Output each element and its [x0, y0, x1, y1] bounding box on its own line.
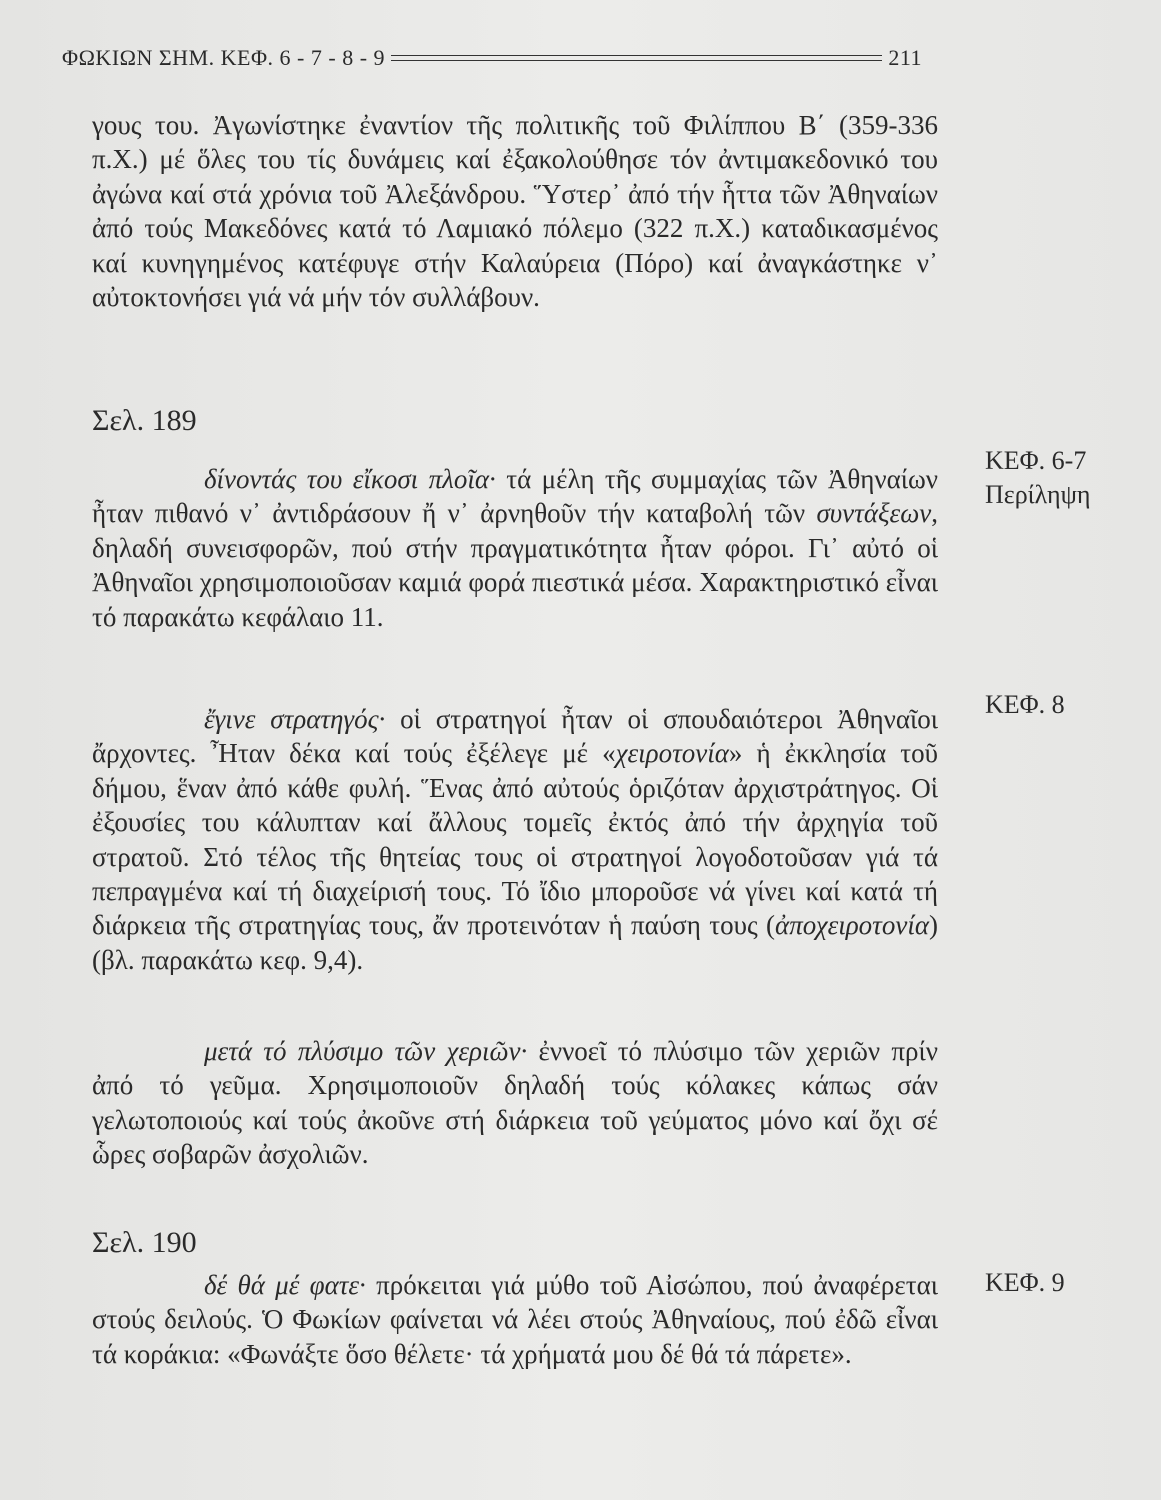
lemma: δίνοντάς του εἴκοσι πλοῖα· [204, 464, 496, 494]
margin-note-kef-8: ΚΕΦ. 8 [985, 690, 1065, 719]
margin-note-chapter: ΚΕΦ. 6-7 [985, 446, 1087, 475]
running-header [62, 38, 922, 78]
entry-text: οἱ στρατηγοί ἦταν οἱ σπουδαιότεροι Ἀθηναῖοι ἄρχοντες. Ἦταν δέκα καί τούς ἐξέλεγε μέ « [92, 704, 938, 769]
section-heading-189: Σελ. 189 [92, 404, 197, 437]
margin-note-kef-6-7 [985, 444, 1135, 512]
lemma: ἔγινε στρατηγός· [204, 704, 386, 734]
lemma: μετά τό πλύσιμο τῶν χεριῶν· [204, 1036, 528, 1066]
margin-note-kef-9: ΚΕΦ. 9 [985, 1268, 1065, 1297]
entry-italic-term: χειροτονία [615, 738, 729, 769]
intro-paragraph [92, 108, 938, 314]
entry-text: ) (βλ. παρακάτω κεφ. 9,4). [92, 910, 938, 975]
entry-italic-term: συντάξεων [816, 498, 932, 529]
entry-text: , δηλαδή συνεισφορῶν, πού στήν πραγματικότητα ἦταν φόροι. Γι᾽ αὐτό οἱ Ἀθηναῖοι χρησιμοποιοῦσαν καμιά φορά πιεστικά μέσα. Χαρακτηριστικό εἶναι τό παρακάτω κεφάλαιο 11. [92, 498, 938, 632]
page-number: 211 [888, 45, 922, 70]
entry-paragraph [92, 1034, 938, 1172]
entry-italic-term: ἀποχειροτονία [775, 910, 929, 941]
entry-paragraph [92, 1268, 938, 1371]
entry-text: τά μέλη τῆς συμμαχίας τῶν Ἀθηναίων ἦταν πιθανό ν᾽ ἀντιδράσουν ἤ ν᾽ ἀρνηθοῦν τήν καταβολή τῶν [92, 464, 938, 529]
lemma: δέ θά μέ φατε· [204, 1270, 366, 1300]
entry-strategos [92, 702, 938, 977]
margin-note-summary: Περίληψη [985, 480, 1091, 509]
entry-aesop [92, 1268, 938, 1371]
entry-text: πρόκειται γιά μύθο τοῦ Αἰσώπου, πού ἀναφέρεται στούς δειλούς. Ὁ Φωκίων φαίνεται νά λέει στούς Ἀθηναίους, πού ἐδῶ εἶναι τά κοράκια: «Φωνάξτε ὅσο θέλετε· τά χρήματά μου δέ θά τά πάρετε». [92, 1270, 938, 1369]
entry-ploia [92, 462, 938, 634]
intro-text: γους του. Ἀγωνίστηκε ἐναντίον τῆς πολιτικῆς τοῦ Φιλίππου Β΄ (359-336 π.Χ.) μέ ὅλες του τίς δυνάμεις καί ἐξακολούθησε τόν ἀντιμακεδονικό του ἀγώνα καί στά χρόνια τοῦ Ἀλεξάνδρου. Ὕστερ᾽ ἀπό τήν ἧττα τῶν Ἀθηναίων ἀπό τούς Μακεδόνες κατά τό Λαμιακό πόλεμο (322 π.Χ.) καταδικασμένος καί κυνηγημένος κατέφυγε στήν Καλαύρεια (Πόρο) καί ἀναγκάστηκε ν᾽ αὐτοκτονήσει γιά νά μήν τόν συλλάβουν. [92, 110, 938, 313]
header-double-rule [391, 55, 882, 61]
entry-paragraph [92, 702, 938, 977]
entry-text: » ἡ ἐκκλησία τοῦ δήμου, ἕναν ἀπό κάθε φυλή. Ἕνας ἀπό αὐτούς ὁριζόταν ἀρχιστράτηγος. Οἱ ἐξουσίες του κάλυπταν καί ἄλλους τομεῖς ἐκτός ἀπό τήν ἀρχηγία τοῦ στρατοῦ. Στό τέλος τῆς θητείας τους οἱ στρατηγοί λογοδοτοῦσαν γιά τά πεπραγμένα καί τή διαχείρισή τους. Τό ἴδιο μποροῦσε νά γίνει καί κατά τή διάρκεια τῆς στρατηγίας τους, ἄν προτεινόταν ἡ παύση τους ( [92, 738, 939, 941]
entry-text: ἐννοεῖ τό πλύσιμο τῶν χεριῶν πρίν ἀπό τό γεῦμα. Χρησιμοποιοῦν δηλαδή τούς κόλακες κάπως σάν γελωτοποιούς καί τούς ἀκοῦνε στή διάρκεια τοῦ γεύματος μόνο καί ὄχι σέ ὧρες σοβαρῶν ἀσχολιῶν. [92, 1036, 938, 1170]
entry-plysimo [92, 1034, 938, 1172]
entry-paragraph [92, 462, 938, 634]
running-title: ΦΩΚΙΩΝ ΣΗΜ. ΚΕΦ. 6 - 7 - 8 - 9 [62, 45, 386, 70]
section-heading-190: Σελ. 190 [92, 1226, 197, 1259]
